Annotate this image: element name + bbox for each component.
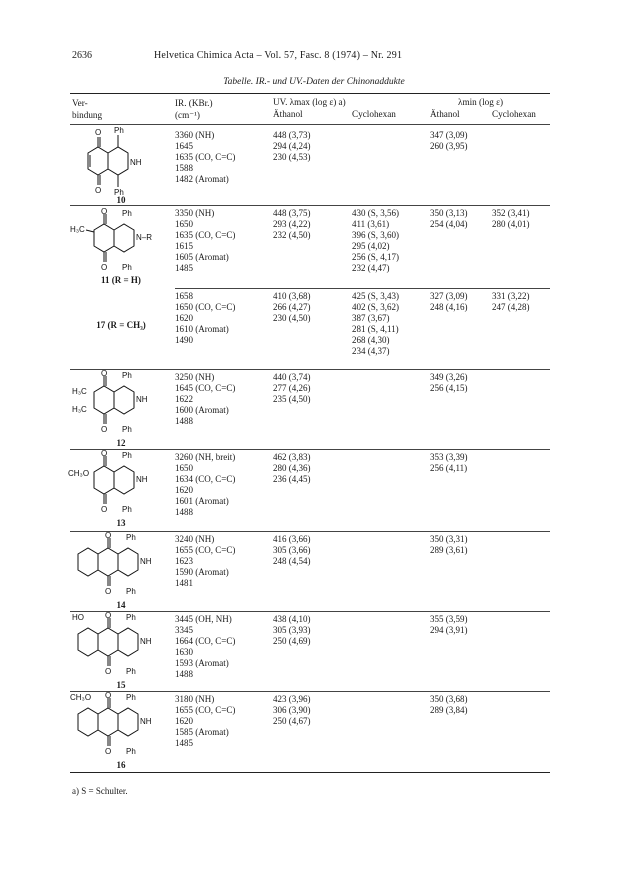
compound-label: 10 — [116, 195, 126, 205]
header-ethanol-max: Äthanol — [273, 109, 303, 119]
ir-cell: 3260 (NH, breit) 1650 1634 (CO, C=C) 1620 1601 (Aromat) 1488 — [175, 452, 236, 517]
uv-min-ethanol-cell: 350 (3,68) 289 (3,84) — [430, 694, 468, 715]
uv-max-ethanol-cell: 423 (3,96) 306 (3,90) 250 (4,67) — [273, 694, 311, 726]
phenyl-label: Ph — [122, 505, 132, 514]
ir-cell: 3445 (OH, NH) 3345 1664 (CO, C=C) 1630 1593 (Aromat) 1488 — [175, 614, 236, 679]
ir-cell: 3350 (NH) 1650 1635 (CO, C=C) 1615 1605 (Aromat) 1485 — [175, 208, 236, 273]
oxo-label: O — [105, 667, 112, 676]
phenyl-label: Ph — [126, 747, 136, 756]
journal-title: Helvetica Chimica Acta – Vol. 57, Fasc. 8 (1974) – Nr. 291 — [154, 50, 403, 61]
compound-label: 11 (R = H) — [101, 275, 141, 285]
header-uv-max: UV. λmax (log ε) a) — [273, 97, 346, 107]
header-cyclohexan-max: Cyclohexan — [352, 109, 396, 119]
oxo-label: O — [105, 531, 112, 540]
phenyl-label: Ph — [126, 693, 136, 702]
table-top-rule — [70, 93, 550, 94]
row-separator — [70, 369, 550, 370]
header-uv-min: λmin (log ε) — [458, 97, 504, 107]
methoxy-label: CH₃O — [68, 469, 90, 478]
phenyl-label: Ph — [122, 263, 132, 272]
uv-min-ethanol-cell: 355 (3,59) 294 (3,91) — [430, 614, 468, 635]
uv-max-ethanol-cell: 448 (3,75) 293 (4,22) 232 (4,50) — [273, 208, 311, 240]
oxo-label: O — [105, 747, 112, 756]
row-separator — [70, 691, 550, 692]
oxo-label: O — [95, 128, 102, 137]
uv-max-ethanol-cell: 440 (3,74) 277 (4,26) 235 (4,50) — [273, 372, 311, 404]
oxo-label: O — [105, 691, 112, 700]
hydroxy-label: HO — [72, 613, 84, 622]
compound-label: 17 (R = CH₃) — [96, 320, 146, 330]
uv-min-ethanol-cell: 350 (3,13) 254 (4,04) — [430, 208, 468, 229]
compound-label: 15 — [116, 680, 126, 690]
row-separator — [70, 449, 550, 450]
structure-14 — [74, 531, 174, 607]
oxo-label: O — [101, 369, 108, 378]
compound-label: 13 — [116, 518, 126, 528]
header-verbindung: Ver- bindung — [72, 98, 103, 120]
methyl-label: H₃C — [72, 387, 87, 396]
phenyl-label: Ph — [122, 451, 132, 460]
uv-min-ethanol-cell: 353 (3,39) 256 (4,11) — [430, 452, 468, 473]
nh-label: NH — [136, 395, 148, 404]
uv-min-cyclohexan-cell: 352 (3,41) 280 (4,01) — [492, 208, 530, 229]
structure-11 — [70, 207, 174, 283]
structure-10 — [74, 125, 174, 208]
uv-max-cyclohexan-cell: 430 (S, 3,56) 411 (3,61) 396 (S, 3,60) 295 (4,02) 256 (S, 4,17) 232 (4,47) — [352, 208, 399, 273]
structure-16 — [70, 691, 174, 767]
phenyl-label: Ph — [114, 126, 124, 135]
structure-13 — [68, 449, 174, 525]
row-separator — [70, 531, 550, 532]
methyl-label: H₃C — [72, 405, 87, 414]
uv-max-ethanol-cell: 438 (4,10) 305 (3,93) 250 (4,69) — [273, 614, 311, 646]
table-bottom-rule — [70, 772, 550, 773]
nh-label: NH — [136, 475, 148, 484]
footnote: a) S = Schulter. — [72, 786, 128, 796]
row-separator — [175, 288, 550, 289]
uv-max-cyclohexan-cell: 425 (S, 3,43) 402 (S, 3,62) 387 (3,67) 281 (S, 4,11) 268 (4,30) 234 (4,37) — [352, 291, 399, 356]
oxo-label: O — [101, 425, 108, 434]
nr-label: N–R — [136, 233, 153, 242]
page-number: 2636 — [72, 50, 92, 61]
nh-label: NH — [130, 158, 142, 167]
oxo-label: O — [101, 449, 108, 458]
uv-max-ethanol-cell: 462 (3,83) 280 (4,36) 236 (4,45) — [273, 452, 311, 484]
structure-15 — [72, 611, 174, 687]
nh-label: NH — [140, 637, 152, 646]
phenyl-label: Ph — [122, 371, 132, 380]
methoxy-label: CH₃O — [70, 693, 92, 702]
phenyl-label: Ph — [126, 613, 136, 622]
phenyl-label: Ph — [114, 188, 124, 197]
nh-label: NH — [140, 557, 152, 566]
ir-cell: 3180 (NH) 1655 (CO, C=C) 1620 1585 (Aromat) 1485 — [175, 694, 236, 748]
phenyl-label: Ph — [122, 425, 132, 434]
compound-label: 14 — [116, 600, 126, 610]
uv-min-ethanol-cell: 350 (3,31) 289 (3,61) — [430, 534, 468, 555]
phenyl-label: Ph — [126, 587, 136, 596]
nh-label: NH — [140, 717, 152, 726]
ir-cell: 3250 (NH) 1645 (CO, C=C) 1622 1600 (Aromat) 1488 — [175, 372, 236, 426]
methyl-label: H₃C — [70, 225, 85, 234]
uv-max-ethanol-cell: 448 (3,73) 294 (4,24) 230 (4,53) — [273, 130, 311, 162]
table-caption: Tabelle. IR.- und UV.-Daten der Chinonaddukte — [223, 77, 405, 87]
uv-min-ethanol-cell: 349 (3,26) 256 (4,15) — [430, 372, 468, 393]
phenyl-label: Ph — [126, 667, 136, 676]
row-separator — [70, 611, 550, 612]
oxo-label: O — [101, 207, 108, 216]
header-ethanol-min: Äthanol — [430, 109, 460, 119]
uv-min-ethanol-cell: 327 (3,09) 248 (4,16) — [430, 291, 468, 312]
header-cyclohexan-min: Cyclohexan — [492, 109, 536, 119]
oxo-label: O — [95, 186, 102, 195]
phenyl-label: Ph — [122, 209, 132, 218]
oxo-label: O — [101, 505, 108, 514]
oxo-label: O — [105, 611, 112, 620]
ir-cell: 1658 1650 (CO, C=C) 1620 1610 (Aromat) 1490 — [175, 291, 236, 345]
compound-label: 12 — [116, 438, 126, 448]
header-ir: IR. (KBr.) (cm⁻¹) — [175, 98, 213, 120]
structure-12 — [72, 369, 174, 445]
oxo-label: O — [105, 587, 112, 596]
compound-label: 16 — [116, 760, 126, 770]
uv-min-ethanol-cell: 347 (3,09) 260 (3,95) — [430, 130, 468, 151]
uv-max-ethanol-cell: 416 (3,66) 305 (3,66) 248 (4,54) — [273, 534, 311, 566]
ir-cell: 3360 (NH) 1645 1635 (CO, C=C) 1588 1482 (Aromat) — [175, 130, 236, 184]
oxo-label: O — [101, 263, 108, 272]
uv-max-ethanol-cell: 410 (3,68) 266 (4,27) 230 (4,50) — [273, 291, 311, 323]
uv-min-cyclohexan-cell: 331 (3,22) 247 (4,28) — [492, 291, 530, 312]
ir-cell: 3240 (NH) 1655 (CO, C=C) 1623 1590 (Aromat) 1481 — [175, 534, 236, 588]
phenyl-label: Ph — [126, 533, 136, 542]
